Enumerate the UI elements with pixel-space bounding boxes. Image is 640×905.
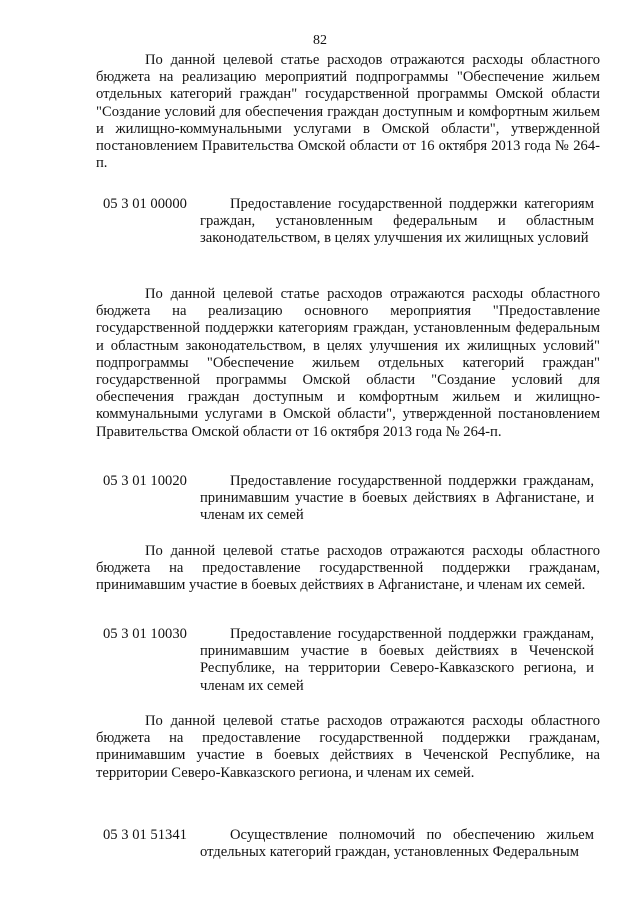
paragraph-1: По данной целевой статье расходов отражаются расходы областного бюджета на реализацию мероприятий подпрограммы "Обеспечение жильем отдельных категорий граждан" государственной программы Омской области "Создание условий для обеспечения граждан доступным и комфортным жильем и жилищно-коммунальными услугами в Омской области", утвержденной постановлением Правительства Омской области от 16 октября 2013 года № 264-п.: [96, 52, 600, 172]
title-05-3-01-00000: Предоставление государственной поддержки категориям граждан, установленным федеральным и областным законодательством, в целях улучшения их жилищных условий: [200, 196, 594, 247]
title-05-3-01-10020: Предоставление государственной поддержки гражданам, принимавшим участие в боевых действиях в Афганистане, и членам их семей: [200, 473, 594, 524]
paragraph-4: По данной целевой статье расходов отражаются расходы областного бюджета на предоставление государственной поддержки гражданам, принимавшим участие в боевых действиях в Чеченской Республике, на территории Северо-Кавказского региона, и членам их семей.: [96, 713, 600, 781]
code-05-3-01-10030: 05 3 01 10030: [103, 626, 187, 642]
code-05-3-01-51341: 05 3 01 51341: [103, 827, 187, 843]
code-05-3-01-00000: 05 3 01 00000: [103, 196, 187, 212]
paragraph-2: По данной целевой статье расходов отражаются расходы областного бюджета на реализацию основного мероприятия "Предоставление государственной поддержки категориям граждан, установленным федеральным и областным законодательством, в целях улучшения их жилищных условий" подпрограммы "Обеспечение жильем отдельных категорий граждан" государственной программы Омской области "Создание условий для обеспечения граждан доступным и комфортным жильем и жилищно-коммунальными услугами в Омской области", утвержденной постановлением Правительства Омской области от 16 октября 2013 года № 264-п.: [96, 286, 600, 440]
page-number: 82: [313, 33, 327, 48]
paragraph-3: По данной целевой статье расходов отражаются расходы областного бюджета на предоставление государственной поддержки гражданам, принимавшим участие в боевых действиях в Афганистане, и членам их семей.: [96, 543, 600, 594]
title-05-3-01-10030: Предоставление государственной поддержки гражданам, принимавшим участие в боевых действиях в Чеченской Республике, на территории Северо-Кавказского региона, и членам их семей: [200, 626, 594, 694]
title-05-3-01-51341: Осуществление полномочий по обеспечению жильем отдельных категорий граждан, установленных Федеральным: [200, 827, 594, 861]
code-05-3-01-10020: 05 3 01 10020: [103, 473, 187, 489]
